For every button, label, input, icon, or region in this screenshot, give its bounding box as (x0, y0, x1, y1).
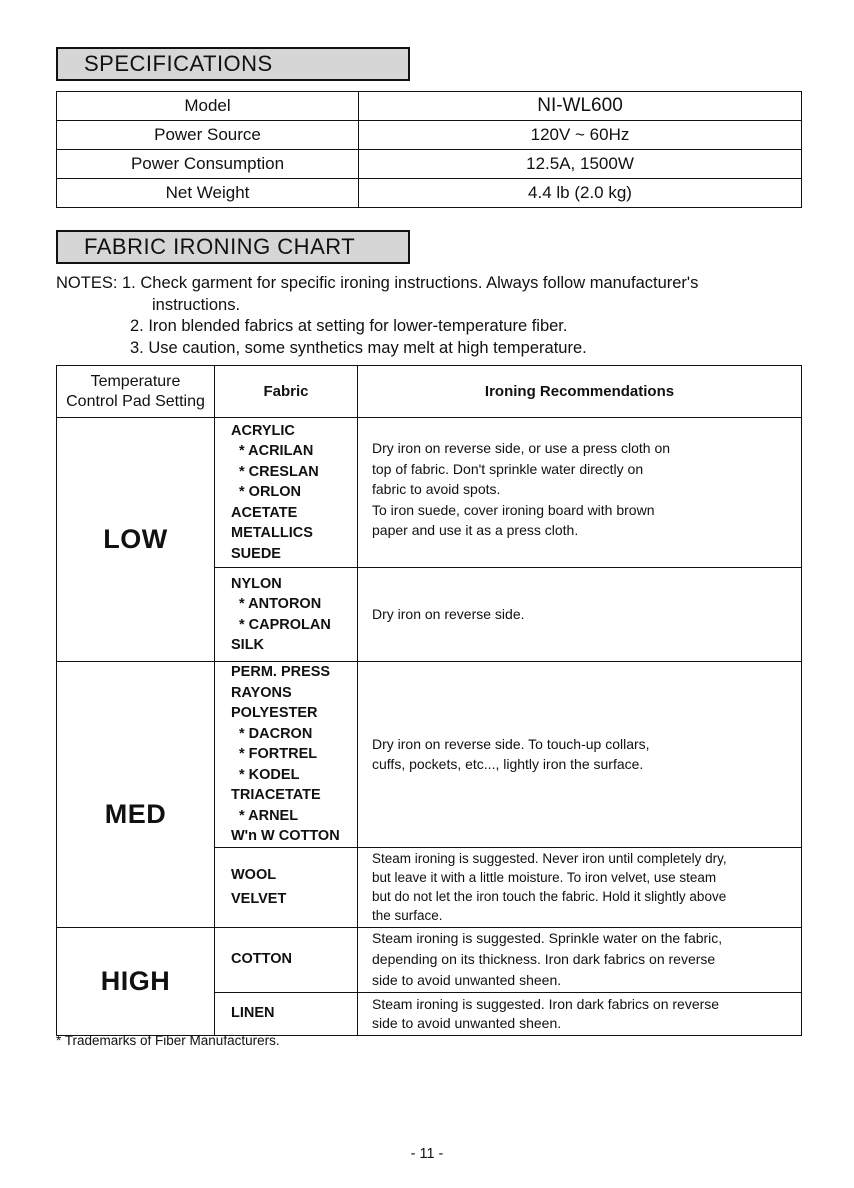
fabric-list: WOOL VELVET (215, 847, 358, 927)
fabric-chart-header (56, 230, 410, 264)
specifications-header (56, 47, 410, 81)
ironing-recommendation: Steam ironing is suggested. Never iron until completely dry, but leave it with a little moisture. To iron velvet, use steam but do not let the iron touch the fabric. Hold it slightly above the surface. (358, 847, 802, 927)
spec-row-power-consumption (57, 150, 802, 179)
column-header-temperature: Temperature Control Pad Setting (57, 366, 215, 418)
fabric-list: NYLON * ANTORON * CAPROLAN SILK (215, 568, 358, 662)
table-row (57, 662, 802, 848)
temperature-level-high: HIGH (57, 927, 215, 1035)
temperature-level-med: MED (57, 662, 215, 928)
spec-label: Power Consumption (57, 150, 359, 179)
note-2: 2. Iron blended fabrics at setting for lower-temperature fiber. (130, 317, 568, 335)
spec-value: NI-WL600 (359, 92, 802, 121)
ironing-recommendation: Dry iron on reverse side. To touch-up collars, cuffs, pockets, etc..., lightly iron the surface. (358, 662, 802, 848)
note-1: NOTES: 1. Check garment for specific ironing instructions. Always follow manufacturer's (56, 274, 699, 292)
ironing-recommendation: Dry iron on reverse side. (358, 568, 802, 662)
fabric-list: LINEN (215, 992, 358, 1035)
spec-row-model (57, 92, 802, 121)
table-header-row (57, 366, 802, 418)
fabric-list: PERM. PRESS RAYONS POLYESTER * DACRON * FORTREL * KODEL TRIACETATE * ARNEL W'n W COTTON (215, 662, 358, 848)
table-row (57, 927, 802, 992)
table-row (57, 418, 802, 568)
ironing-recommendation: Steam ironing is suggested. Sprinkle water on the fabric, depending on its thickness. Iron dark fabrics on reverse side to avoid unwanted sheen. (358, 927, 802, 992)
spec-value: 4.4 lb (2.0 kg) (359, 179, 802, 208)
fabric-list: COTTON (215, 927, 358, 992)
temperature-level-low: LOW (57, 418, 215, 662)
column-header-recommendations: Ironing Recommendations (358, 366, 802, 418)
trademark-footnote: * Trademarks of Fiber Manufacturers. (56, 1033, 280, 1048)
spec-label: Net Weight (57, 179, 359, 208)
specifications-table (56, 91, 802, 208)
note-3: 3. Use caution, some synthetics may melt at high temperature. (130, 338, 587, 357)
spec-row-power-source (57, 121, 802, 150)
spec-row-net-weight (57, 179, 802, 208)
fabric-chart-title: FABRIC IRONING CHART (84, 234, 356, 259)
note-1-continued: instructions. (152, 295, 241, 314)
spec-label: Power Source (57, 121, 359, 150)
spec-value: 120V ~ 60Hz (359, 121, 802, 150)
notes (56, 273, 816, 359)
ironing-recommendation: Dry iron on reverse side, or use a press cloth on top of fabric. Don't sprinkle water directly on fabric to avoid spots. To iron suede, cover ironing board with brown paper and use it as a press cloth. (358, 418, 802, 568)
specifications-title: SPECIFICATIONS (84, 51, 273, 76)
page-number: - 11 - (410, 1146, 444, 1162)
spec-value: 12.5A, 1500W (359, 150, 802, 179)
fabric-list: ACRYLIC * ACRILAN * CRESLAN * ORLON ACETATE METALLICS SUEDE (215, 418, 358, 568)
fabric-ironing-table (56, 365, 802, 1036)
ironing-recommendation: Steam ironing is suggested. Iron dark fabrics on reverse side to avoid unwanted sheen. (358, 992, 802, 1035)
column-header-fabric: Fabric (215, 366, 358, 418)
spec-label: Model (57, 92, 359, 121)
